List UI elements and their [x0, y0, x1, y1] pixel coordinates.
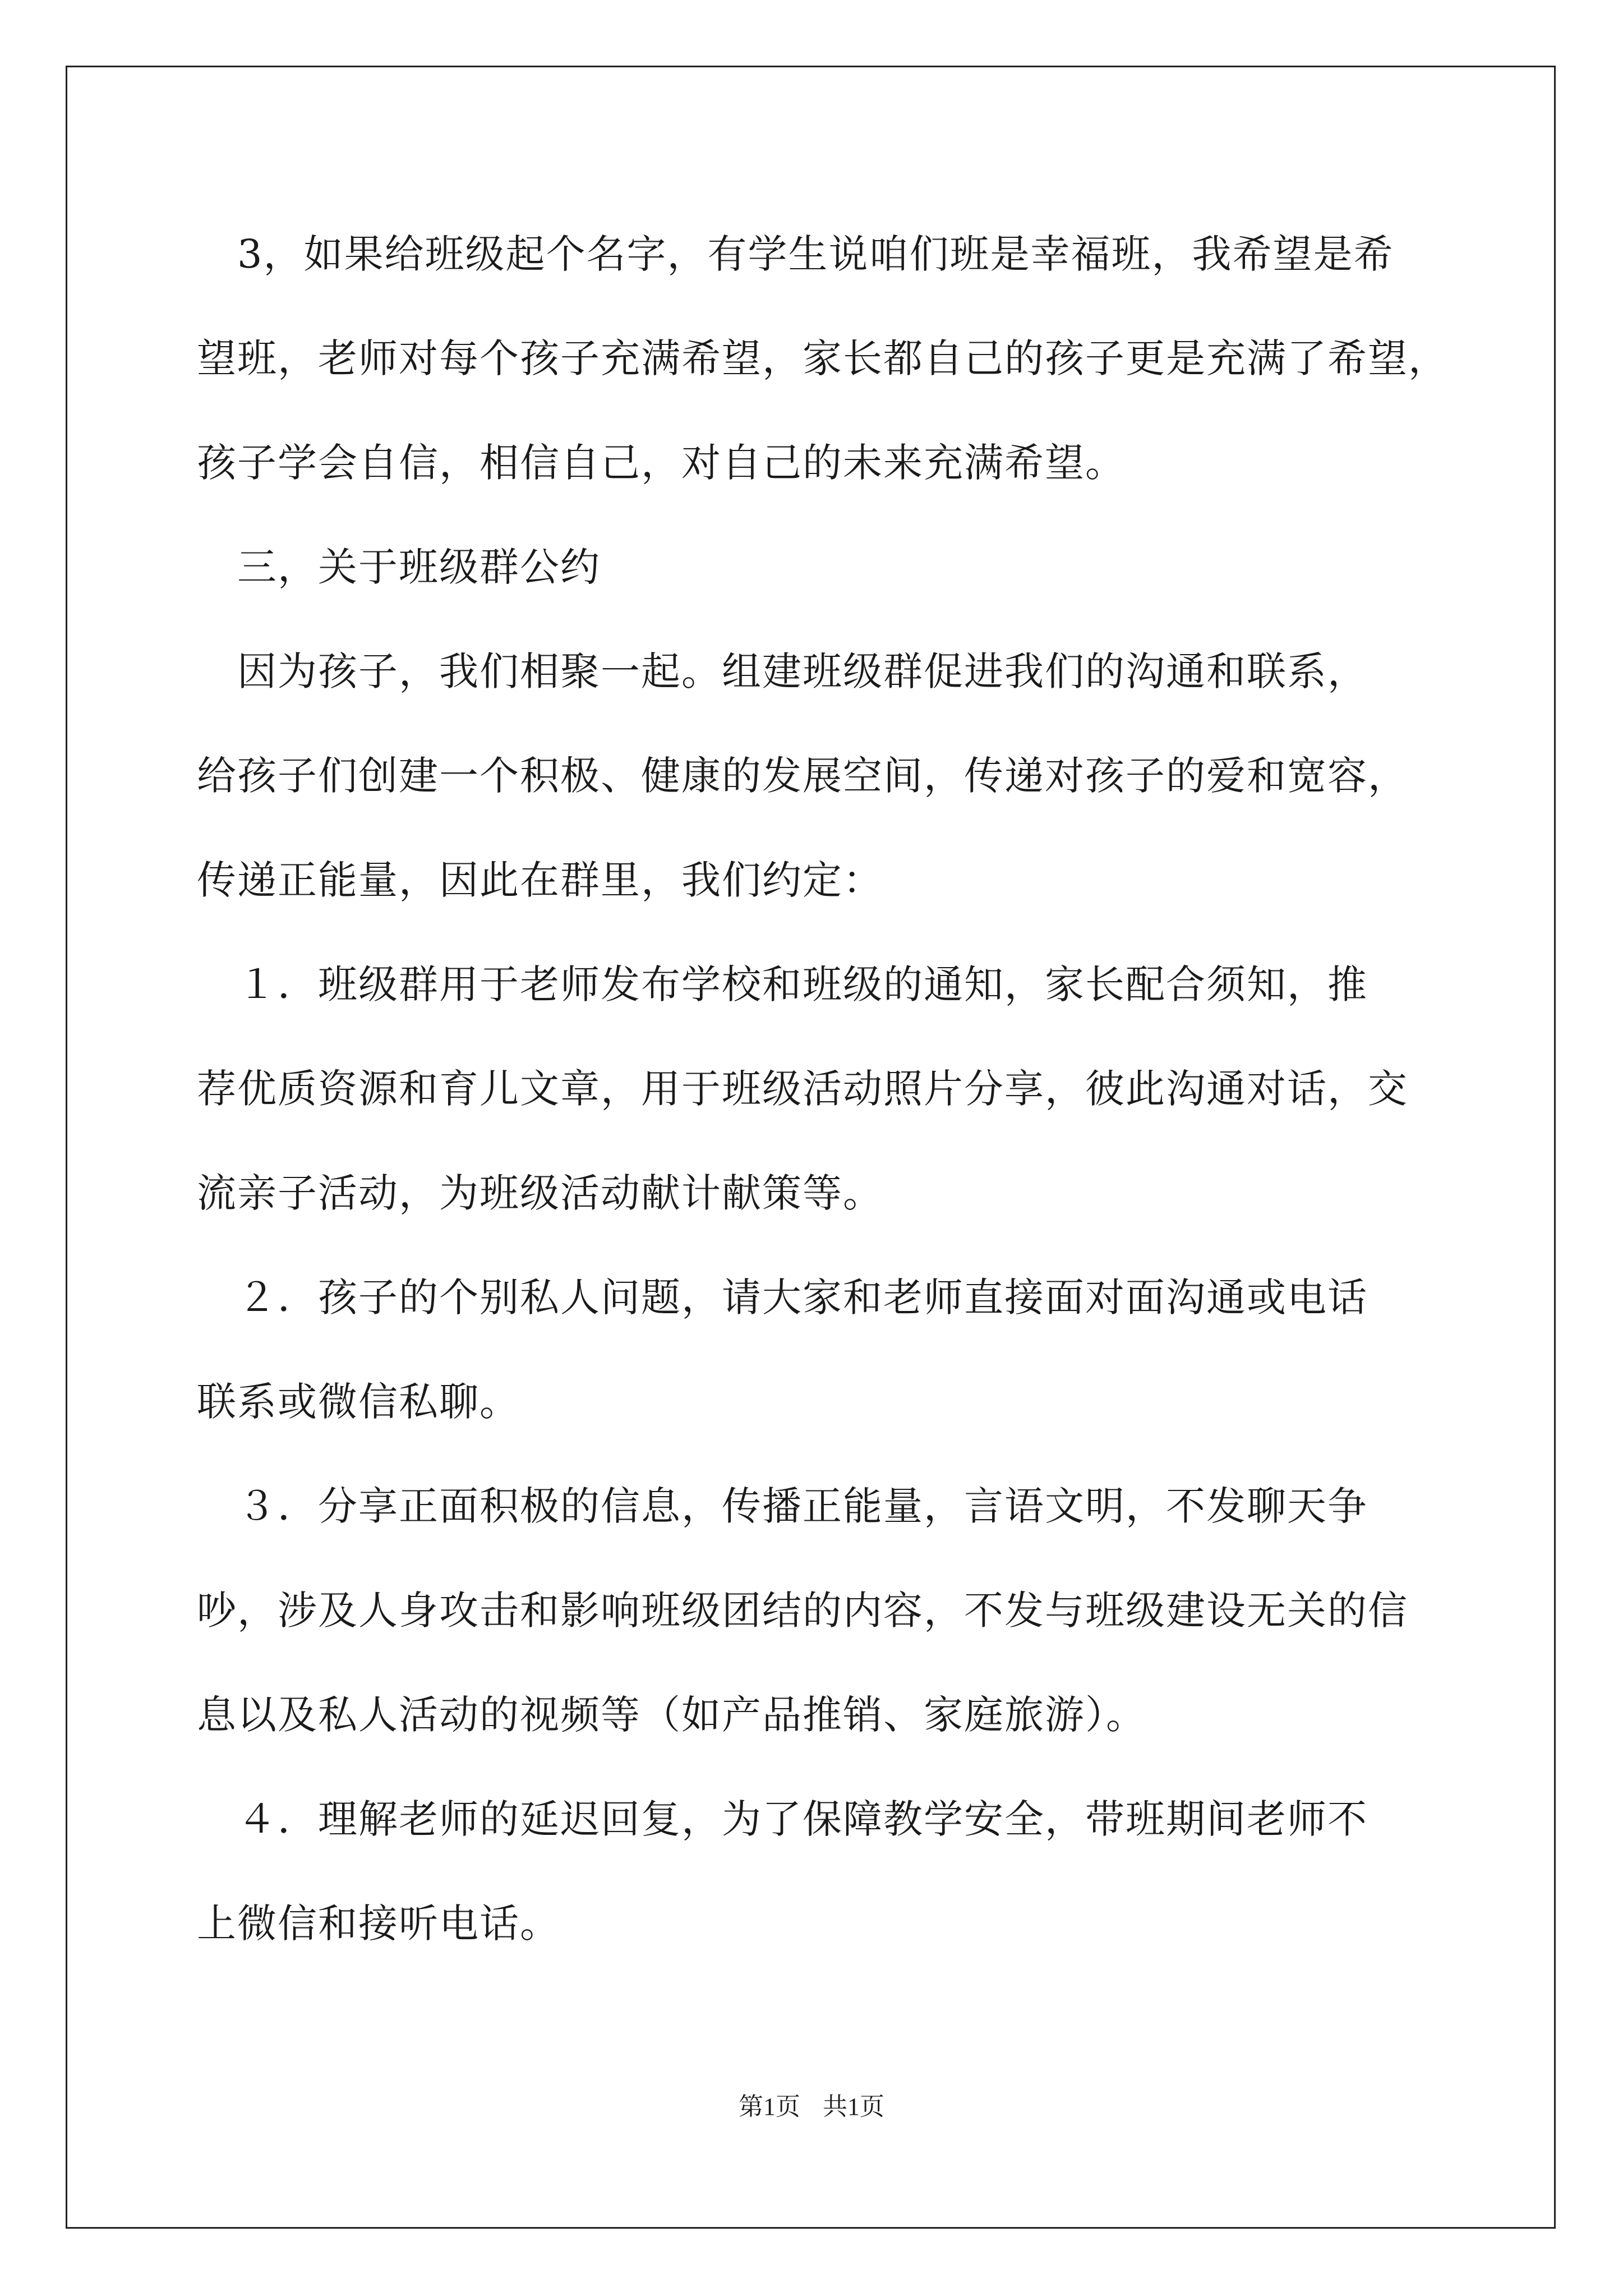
text-line: 吵，涉及人身攻击和影响班级团结的内容，不发与班级建设无关的信 — [197, 1588, 1408, 1634]
page-total: 共1页 — [823, 2093, 884, 2120]
text-line: 望班，老师对每个孩子充满希望，家长都自己的孩子更是充满了希望， — [197, 335, 1449, 381]
text-line: 给孩子们创建一个积极、健康的发展空间，传递对孩子的爱和宽容， — [197, 753, 1408, 799]
list-item-1: １．班级群用于老师发布学校和班级的通知，家长配合须知，推 — [197, 961, 1368, 1007]
page-number: 第1页 — [739, 2093, 800, 2120]
text-line: 传递正能量，因此在群里，我们约定： — [197, 857, 883, 903]
page-footer — [0, 2090, 1623, 2124]
document-body — [197, 202, 1449, 1976]
text-line: 上微信和接听电话。 — [197, 1901, 560, 1947]
text-line: 联系或微信私聊。 — [197, 1379, 520, 1425]
text-line: 流亲子活动，为班级活动献计献策等。 — [197, 1170, 883, 1216]
list-item-2: ２．孩子的个别私人问题，请大家和老师直接面对面沟通或电话 — [197, 1274, 1368, 1320]
text-line: 孩子学会自信，相信自己，对自己的未来充满希望。 — [197, 440, 1126, 486]
section-heading: 三，关于班级群公约 — [197, 544, 601, 590]
text-line: 息以及私人活动的视频等（如产品推销、家庭旅游）。 — [197, 1692, 1146, 1738]
text-line: 3，如果给班级起个名字，有学生说咱们班是幸福班，我希望是希 — [197, 231, 1394, 277]
list-item-4: ４．理解老师的延迟回复，为了保障教学安全，带班期间老师不 — [197, 1796, 1368, 1842]
text-line: 因为孩子，我们相聚一起。组建班级群促进我们的沟通和联系， — [197, 648, 1368, 694]
text-line: 荐优质资源和育儿文章，用于班级活动照片分享，彼此沟通对话，交 — [197, 1066, 1408, 1112]
list-item-3: ３．分享正面积极的信息，传播正能量，言语文明，不发聊天争 — [197, 1483, 1368, 1529]
